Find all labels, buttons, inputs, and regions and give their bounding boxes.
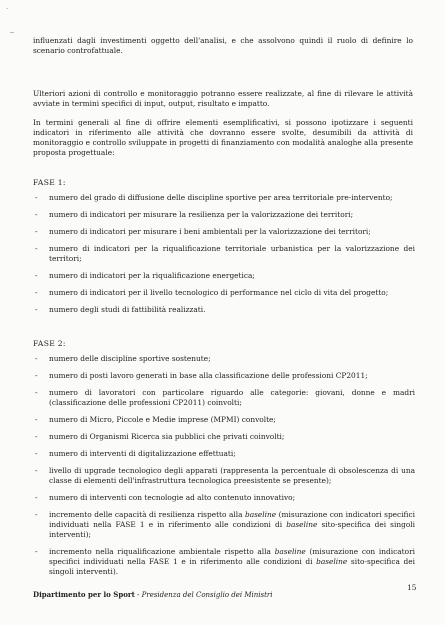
list-item [33, 193, 415, 203]
list-item [33, 510, 415, 540]
page-footer [33, 590, 273, 599]
dash-bullet: - [35, 354, 38, 363]
dash-bullet: - [35, 227, 38, 236]
list-item-text: numero di indicatori per misurare i beni ambientali per la valorizzazione dei territori; [49, 227, 371, 236]
monitoring-paragraph: Ulteriori azioni di controllo e monitoraggio potranno essere realizzate, al fine di rilevare le attività avviate in termini specifici di input, output, risultato e impatto. [33, 89, 413, 108]
list-item [33, 288, 415, 298]
page-number: 15 [407, 583, 417, 592]
dash-bullet: - [35, 510, 38, 519]
dash-bullet: - [35, 288, 38, 297]
fase2-heading: FASE 2: [33, 339, 66, 348]
list-item [33, 432, 415, 442]
dash-bullet: - [35, 466, 38, 475]
list-item [33, 271, 415, 281]
list-item [33, 466, 415, 486]
dash-bullet: - [35, 371, 38, 380]
list-item [33, 227, 415, 237]
scan-mark: ~ [9, 29, 15, 37]
list-item-text: livello di upgrade tecnologico degli apparati (rappresenta la percentuale di obsolescenza di una classe di elementi dell'infrastruttura tecnologica preesistente se presente); [49, 466, 415, 485]
list-item-text: numero di indicatori per misurare la resilienza per la valorizzazione dei territori; [49, 210, 354, 219]
dash-bullet: - [35, 493, 38, 502]
fase1-heading: FASE 1: [33, 178, 66, 187]
list-item-text: numero di lavoratori con particolare riguardo alle categorie: giovani, donne e madri (classificazione delle professioni CP2011) coinvolti; [49, 388, 415, 407]
fase2-list [33, 354, 415, 584]
list-item-text: numero del grado di diffusione delle discipline sportive per area territoriale pre-intervento; [49, 193, 393, 202]
dash-bullet: - [35, 432, 38, 441]
dash-bullet: - [35, 210, 38, 219]
dash-bullet: - [35, 449, 38, 458]
dash-bullet: - [35, 305, 38, 314]
list-item-text: numero di interventi con tecnologie ad alto contenuto innovativo; [49, 493, 296, 502]
term-emphasis: baseline [316, 557, 348, 566]
footer-presidency: Presidenza del Consiglio dei Ministri [141, 591, 273, 599]
list-item-text: numero di indicatori per la riqualificazione territoriale urbanistica per la valorizzazione dei territori; [49, 244, 415, 263]
dash-bullet: - [35, 547, 38, 556]
fase1-list [33, 193, 415, 322]
list-item-text: numero di interventi di digitalizzazione effettuati; [49, 449, 236, 458]
list-item-text: numero delle discipline sportive sostenute; [49, 354, 211, 363]
dash-bullet: - [35, 271, 38, 280]
list-item-text: numero di indicatori per la riqualificazione energetica; [49, 271, 255, 280]
list-item-text: numero degli studi di fattibilità realizzati. [49, 305, 206, 314]
list-item [33, 244, 415, 264]
list-item [33, 547, 415, 577]
dash-bullet: - [35, 193, 38, 202]
list-item-text: numero di Organismi Ricerca sia pubblici che privati coinvolti; [49, 432, 285, 441]
list-item [33, 493, 415, 503]
list-item [33, 388, 415, 408]
list-item [33, 371, 415, 381]
list-item-text: numero di Micro, Piccole e Medie imprese (MPMI) convolte; [49, 415, 276, 424]
dash-bullet: - [35, 415, 38, 424]
indicators-paragraph: In termini generali al fine di offrire elementi esemplificativi, si possono ipotizzare i seguenti indicatori in riferimento alle attività che dovranno essere svolte, desumibili da attività di monitoraggio e controllo sviluppate in progetti di finanziamento con modalità analoghe alla presente proposta progettuale: [33, 118, 413, 157]
list-item [33, 415, 415, 425]
list-item [33, 354, 415, 364]
list-item-text: numero di posti lavoro generati in base alla classificazione delle professioni CP2011; [49, 371, 368, 380]
dash-bullet: - [35, 244, 38, 253]
list-item-text: numero di indicatori per il livello tecnologico di performance nel ciclo di vita del progetto; [49, 288, 389, 297]
term-emphasis: baseline [274, 547, 306, 556]
list-item [33, 305, 415, 315]
intro-paragraph: influenzati dagli investimenti oggetto dell'analisi, e che assolvono quindi il ruolo di definire lo scenario controfattuale. [33, 36, 413, 55]
dash-bullet: - [35, 388, 38, 397]
footer-department: Dipartimento per lo Sport [33, 590, 135, 599]
list-item [33, 449, 415, 459]
footer-separator: - [134, 591, 142, 599]
term-emphasis: baseline [245, 510, 277, 519]
term-emphasis: baseline [286, 520, 318, 529]
scan-mark: · [6, 5, 9, 13]
list-item-text: incremento nella riqualificazione ambientale rispetto alla baseline (misurazione con indicatori specifici individuati nella FASE 1 e in riferimento alle condizioni di baseline sito-specifica dei singoli interventi). [49, 547, 416, 576]
list-item [33, 210, 415, 220]
list-item-text: incremento delle capacità di resilienza rispetto alla baseline (misurazione con indicatori specifici individuati nella FASE 1 e in riferimento alle condizioni di baseline sito-specifica dei singoli interventi); [49, 510, 415, 539]
